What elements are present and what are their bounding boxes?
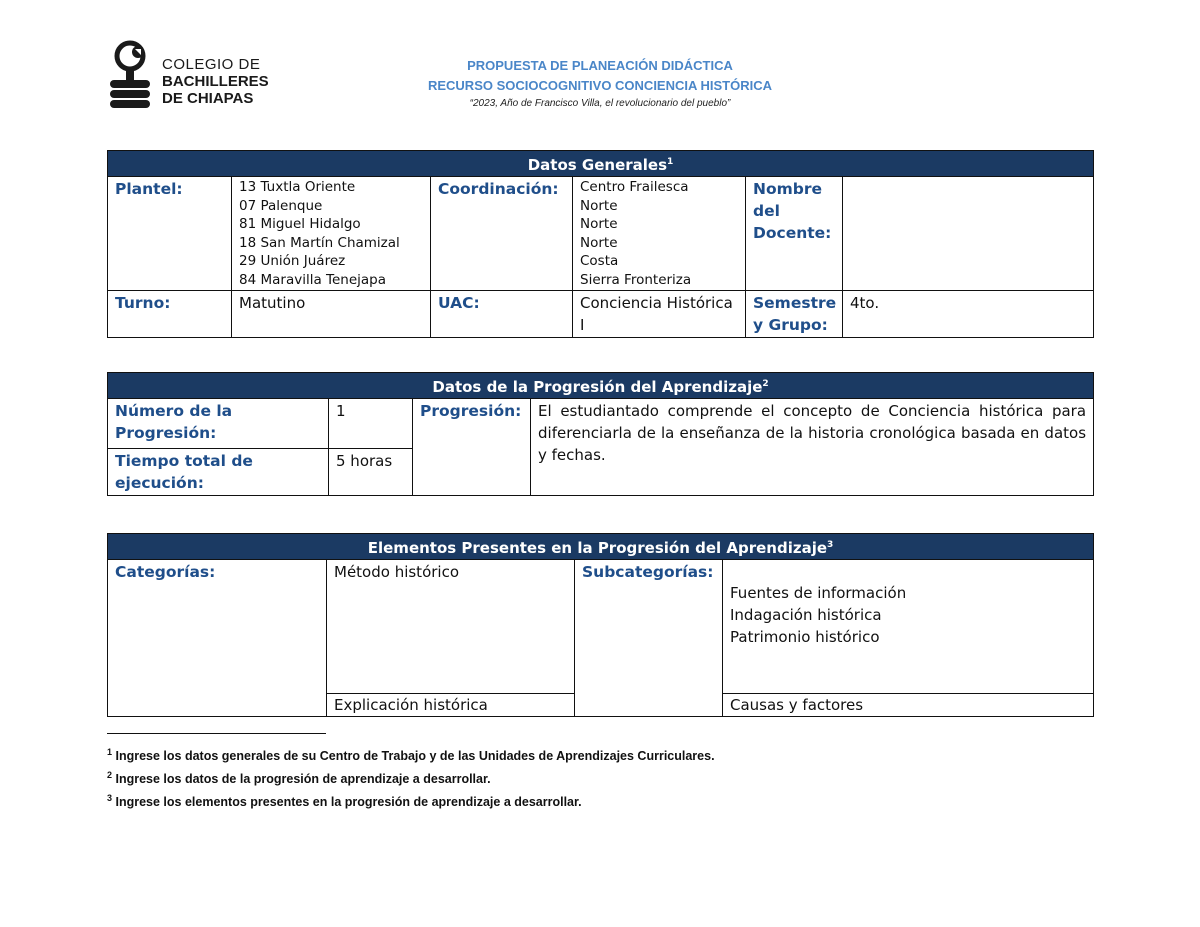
coordinacion-item: Norte — [580, 234, 618, 251]
plantel-item: 84 Maravilla Tenejapa — [239, 271, 387, 288]
subcategoria-item: Indagación histórica — [730, 606, 882, 624]
progresion-text: El estudiantado comprende el concepto de Conciencia histórica para diferenciarla de la enseñanza de la historia cronológica basada en datos y fechas. — [531, 399, 1094, 496]
footnote-divider — [107, 733, 326, 734]
page-motto: “2023, Año de Francisco Villa, el revolucionario del pueblo” — [469, 98, 731, 109]
uac-label: UAC: — [431, 291, 573, 338]
elementos-table — [107, 533, 1094, 717]
turno-label: Turno: — [108, 291, 232, 338]
plantel-item: 18 San Martín Chamizal — [239, 234, 400, 251]
subcategoria-item: Patrimonio histórico — [730, 628, 880, 646]
footnotes — [107, 743, 715, 812]
categorias-label: Categorías: — [108, 560, 327, 717]
docente-value[interactable] — [843, 177, 1094, 291]
categoria-1: Método histórico — [327, 560, 575, 694]
numero-progresion-label: Número de la Progresión: — [108, 399, 329, 449]
semestre-value: 4to. — [843, 291, 1094, 338]
subcategoria-item: Fuentes de información — [730, 584, 907, 602]
coordinacion-item: Norte — [580, 216, 618, 232]
progresion-header: Datos de la Progresión del Aprendizaje$^2$ — [108, 373, 1094, 399]
logo-line-2: BACHILLERES — [162, 73, 269, 90]
logo-line-1: COLEGIO DE — [162, 56, 261, 73]
plantel-item: 07 Palenque — [239, 197, 323, 214]
page-subtitle: RECURSO SOCIOCOGNITIVO CONCIENCIA HISTÓRICA — [427, 78, 773, 93]
datos-generales-header: Datos Generales$^1$ — [108, 151, 1094, 177]
subcategorias-1 — [723, 560, 1094, 694]
cobach-emblem-icon — [108, 38, 160, 110]
progresion-label: Progresión: — [413, 399, 531, 496]
tiempo-value: 5 horas — [329, 449, 413, 496]
coordinacion-item: Sierra Fronteriza — [580, 271, 692, 288]
coordinacion-item: Centro Frailesca — [580, 179, 689, 195]
datos-generales-table — [107, 150, 1094, 338]
turno-value: Matutino — [232, 291, 431, 338]
semestre-label: Semestre y Grupo: — [746, 291, 843, 338]
logo — [108, 38, 288, 110]
subcategorias-label: Subcategorías: — [575, 560, 723, 717]
numero-progresion-value: 1 — [329, 399, 413, 449]
page-title: PROPUESTA DE PLANEACIÓN DIDÁCTICA — [467, 58, 733, 73]
footnote: $^1$ Ingrese los datos generales de su Centro de Trabajo y de las Unidades de Aprendizajes Curriculares. — [107, 747, 715, 764]
plantel-label: Plantel: — [108, 177, 232, 291]
footnote: $^2$ Ingrese los datos de la progresión de aprendizaje a desarrollar. — [107, 770, 491, 787]
footnote: $^3$ Ingrese los elementos presentes en la progresión de aprendizaje a desarrollar. — [107, 793, 582, 810]
coordinacion-item: Costa — [580, 253, 619, 269]
coordinacion-list — [573, 177, 746, 291]
subcategoria-2: Causas y factores — [723, 694, 1094, 717]
uac-value: Conciencia Histórica I — [573, 291, 746, 338]
plantel-item: 81 Miguel Hidalgo — [239, 216, 361, 232]
docente-label: Nombre del Docente: — [746, 177, 843, 291]
categoria-2: Explicación histórica — [327, 694, 575, 717]
elementos-header: Elementos Presentes en la Progresión del Aprendizaje$^3$ — [108, 534, 1094, 560]
plantel-list — [232, 177, 431, 291]
plantel-item: 13 Tuxtla Oriente — [239, 179, 356, 195]
logo-line-3: DE CHIAPAS — [162, 90, 254, 107]
plantel-item: 29 Unión Juárez — [239, 253, 346, 269]
coordinacion-item: Norte — [580, 197, 618, 214]
tiempo-label: Tiempo total de ejecución: — [108, 449, 329, 496]
page-header — [300, 56, 900, 112]
progresion-table — [107, 372, 1094, 496]
coordinacion-label: Coordinación: — [431, 177, 573, 291]
